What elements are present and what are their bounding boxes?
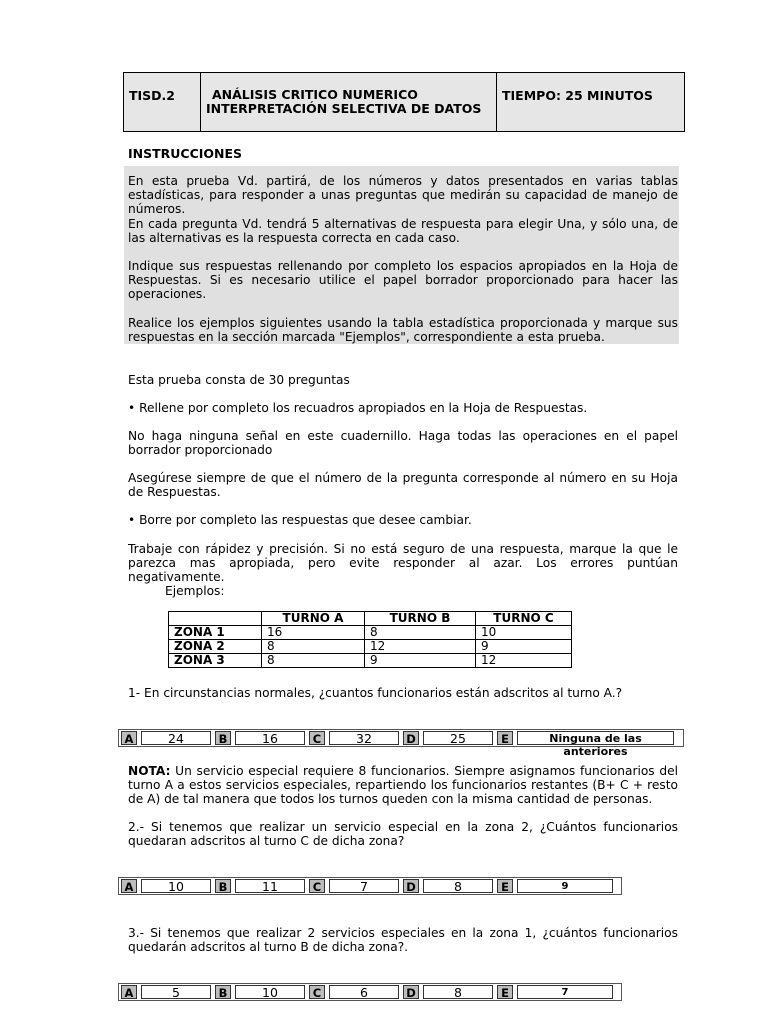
- option-value[interactable]: 25: [423, 731, 493, 745]
- table-row: [169, 640, 572, 654]
- answer-row: [118, 983, 622, 1001]
- option-value[interactable]: 11: [235, 879, 305, 893]
- option-value[interactable]: 24: [141, 731, 211, 745]
- option-letter: D: [403, 731, 419, 745]
- option-letter: B: [215, 985, 231, 999]
- note-line: • Rellene por completo los recuadros apropiados en la Hoja de Respuestas.: [128, 401, 588, 415]
- example-table: [168, 611, 572, 668]
- table-cell: ZONA 2: [169, 640, 262, 654]
- option-letter: A: [121, 879, 137, 893]
- table-row: [169, 626, 572, 640]
- test-code: TISD.2: [124, 73, 201, 131]
- table-cell: ZONA 3: [169, 654, 262, 668]
- test-title-line2: INTERPRETACIÓN SELECTIVA DE DATOS: [206, 101, 482, 116]
- table-header-cell: TURNO A: [262, 612, 365, 626]
- header-table: [123, 72, 685, 132]
- instructions-heading: INSTRUCCIONES: [128, 146, 243, 161]
- test-title-line1: ANÁLISIS CRITICO NUMERICO: [212, 87, 418, 102]
- option-letter: D: [403, 879, 419, 893]
- option-value[interactable]: 16: [235, 731, 305, 745]
- option-value[interactable]: 9: [517, 879, 613, 893]
- option-letter: B: [215, 879, 231, 893]
- table-cell: 10: [476, 626, 572, 640]
- option-letter: D: [403, 985, 419, 999]
- table-header-cell: [169, 612, 262, 626]
- answer-row: [118, 877, 622, 895]
- instructions-paragraph: Realice los ejemplos siguientes usando la tabla estadística proporcionada y marque sus respuestas en la sección marcada "Ejemplos", correspondiente a esta prueba.: [128, 316, 678, 344]
- question-text: 2.- Si tenemos que realizar un servicio especial en la zona 2, ¿Cuántos funcionarios quedaran adscritos al turno C de dicha zona?: [128, 820, 678, 848]
- option-letter: E: [497, 879, 513, 893]
- option-letter: C: [309, 879, 325, 893]
- option-value[interactable]: 8: [423, 985, 493, 999]
- table-cell: 12: [365, 640, 476, 654]
- table-cell: 9: [365, 654, 476, 668]
- option-value[interactable]: 10: [235, 985, 305, 999]
- option-letter: B: [215, 731, 231, 745]
- table-cell: 16: [262, 626, 365, 640]
- test-title: [201, 73, 497, 131]
- option-letter: C: [309, 985, 325, 999]
- option-value[interactable]: Ninguna de las anteriores: [517, 731, 674, 745]
- option-value[interactable]: 7: [329, 879, 399, 893]
- option-value[interactable]: 32: [329, 731, 399, 745]
- table-row: [169, 654, 572, 668]
- table-cell: ZONA 1: [169, 626, 262, 640]
- option-letter: C: [309, 731, 325, 745]
- note-line: Asegúrese siempre de que el número de la pregunta corresponde al número en su Hoja de Respuestas.: [128, 471, 678, 499]
- option-letter: A: [121, 985, 137, 999]
- table-cell: 8: [262, 640, 365, 654]
- option-letter: E: [497, 731, 513, 745]
- question-text: 3.- Si tenemos que realizar 2 servicios especiales en la zona 1, ¿cuántos funcionarios quedarán adscritos al turno B de dicha zona?.: [128, 926, 678, 954]
- option-value[interactable]: 5: [141, 985, 211, 999]
- answer-row: [118, 729, 684, 758]
- instructions-paragraph: Indique sus respuestas rellenando por completo los espacios apropiados en la Hoja de Respuestas. Si es necesario utilice el papel borrador proporcionado para hacer las operaciones.: [128, 259, 678, 301]
- instructions-paragraph: En cada pregunta Vd. tendrá 5 alternativas de respuesta para elegir Una, y sólo una, de las alternativas es la respuesta correcta en cada caso.: [128, 217, 678, 245]
- table-cell: 8: [365, 626, 476, 640]
- table-header-cell: TURNO C: [476, 612, 572, 626]
- note-text: Un servicio especial requiere 8 funcionarios. Siempre asignamos funcionarios del turno A a estos servicios especiales, repartiendo los funcionarios restantes (B+ C + resto de A) de tal manera que todos los turnos queden con la misma cantidad de personas.: [128, 764, 678, 806]
- table-header-row: [169, 612, 572, 626]
- note-line: • Borre por completo las respuestas que desee cambiar.: [128, 513, 472, 527]
- test-time: TIEMPO: 25 MINUTOS: [502, 88, 653, 103]
- table-cell: 9: [476, 640, 572, 654]
- note-paragraph: [128, 764, 678, 806]
- instructions-paragraph: En esta prueba Vd. partirá, de los números y datos presentados en varias tablas estadísticas, para responder a unas preguntas que medirán su capacidad de manejo de números.: [128, 174, 678, 216]
- examples-label: Ejemplos:: [165, 584, 225, 598]
- note-line: Esta prueba consta de 30 preguntas: [128, 373, 350, 387]
- question-text: 1- En circunstancias normales, ¿cuantos funcionarios están adscritos al turno A.?: [128, 686, 623, 700]
- note-line: No haga ninguna señal en este cuadernillo. Haga todas las operaciones en el papel borrador proporcionado: [128, 429, 678, 457]
- option-value[interactable]: 7: [517, 985, 613, 999]
- table-cell: 12: [476, 654, 572, 668]
- table-header-cell: TURNO B: [365, 612, 476, 626]
- option-letter: E: [497, 985, 513, 999]
- option-letter: A: [121, 731, 137, 745]
- table-cell: 8: [262, 654, 365, 668]
- option-value[interactable]: 6: [329, 985, 399, 999]
- note-line: Trabaje con rápidez y precisión. Si no está seguro de una respuesta, marque la que le parezca mas apropiada, pero evite responder al azar. Los errores puntúan negativamente.: [128, 542, 678, 584]
- option-value[interactable]: 8: [423, 879, 493, 893]
- option-value[interactable]: 10: [141, 879, 211, 893]
- note-label: NOTA:: [128, 764, 171, 778]
